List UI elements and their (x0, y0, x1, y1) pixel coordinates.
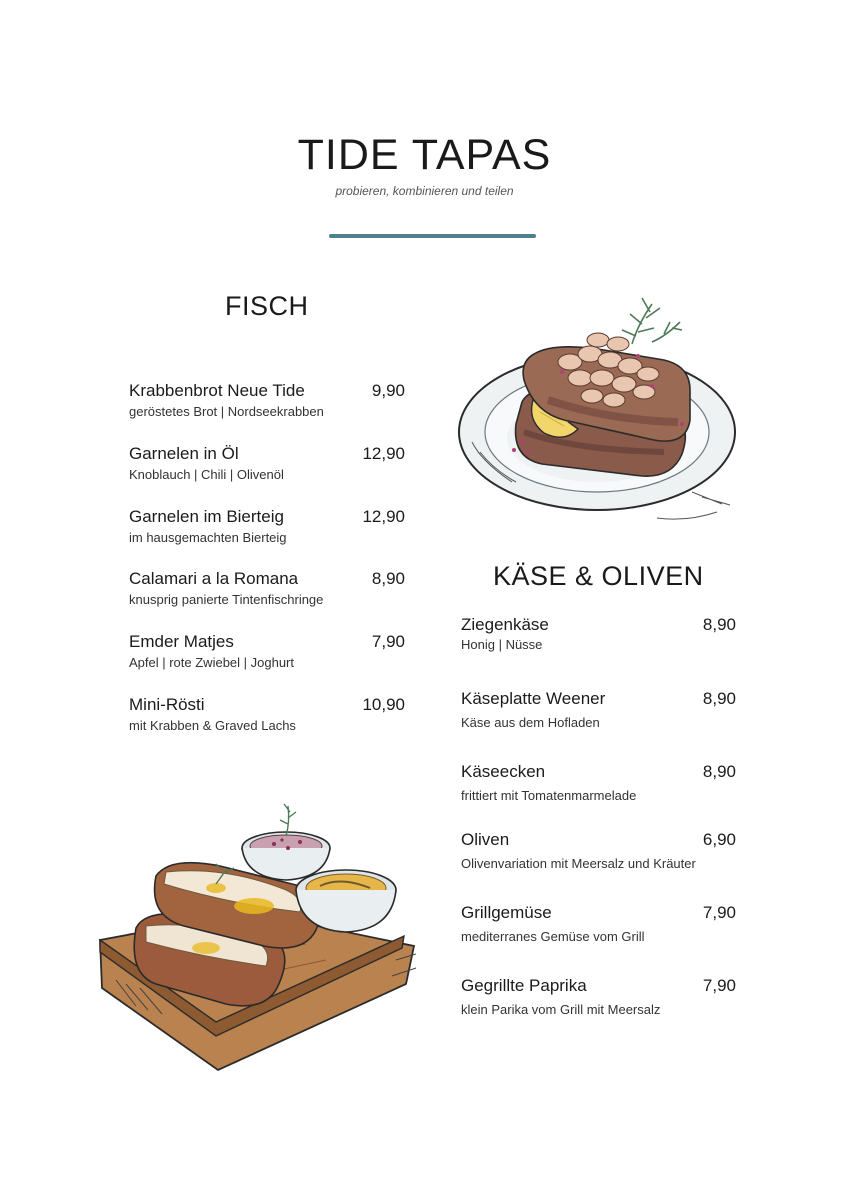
item-price: 7,90 (702, 976, 736, 995)
item-name: Garnelen im Bierteig (129, 507, 284, 526)
menu-item (129, 381, 405, 425)
menu-item (461, 830, 736, 874)
item-name: Ziegenkäse (461, 615, 549, 634)
item-price: 7,90 (371, 632, 405, 651)
item-name: Grillgemüse (461, 903, 552, 922)
item-name: Käseplatte Weener (461, 689, 606, 708)
menu-title: TIDE TAPAS (297, 131, 552, 179)
item-description: geröstetes Brot | Nordseekrabben (129, 404, 324, 419)
menu-item (461, 615, 736, 659)
item-price: 12,90 (362, 444, 405, 463)
item-name: Gegrillte Paprika (461, 976, 587, 995)
item-price: 8,90 (371, 569, 405, 588)
item-name: Käseecken (461, 762, 546, 781)
item-name: Garnelen in Öl (129, 444, 239, 463)
item-description: Apfel | rote Zwiebel | Joghurt (129, 655, 295, 670)
menu-item (461, 903, 736, 947)
item-name: Mini-Rösti (129, 695, 205, 714)
item-price: 12,90 (362, 507, 405, 526)
shrimp-toast-plate-illustration (452, 292, 752, 542)
item-description: im hausgemachten Bierteig (129, 530, 287, 545)
item-description: mit Krabben & Graved Lachs (129, 718, 296, 733)
item-description: Honig | Nüsse (461, 637, 543, 652)
item-price: 6,90 (702, 830, 736, 849)
bread-board-with-dips-illustration (96, 800, 426, 1080)
menu-item (129, 632, 405, 676)
item-description: Knoblauch | Chili | Olivenöl (129, 467, 284, 482)
item-description: knusprig panierte Tintenfischringe (129, 592, 324, 607)
menu-item (461, 689, 736, 733)
item-name: Emder Matjes (129, 632, 234, 651)
menu-item (461, 976, 736, 1020)
item-name: Krabbenbrot Neue Tide (129, 381, 305, 400)
section-title-kaese-oliven: KÄSE & OLIVEN (493, 561, 704, 591)
section-title-fisch: FISCH (225, 291, 309, 321)
item-name: Calamari a la Romana (129, 569, 299, 588)
item-description: frittiert mit Tomatenmarmelade (461, 788, 637, 803)
item-description: Käse aus dem Hofladen (461, 715, 600, 730)
menu-item (129, 444, 405, 488)
item-price: 8,90 (702, 689, 736, 708)
menu-subtitle: probieren, kombinieren und teilen (335, 184, 514, 198)
item-price: 10,90 (362, 695, 405, 714)
menu-item (129, 507, 405, 551)
item-description: klein Parika vom Grill mit Meersalz (461, 1002, 661, 1017)
item-description: Olivenvariation mit Meersalz und Kräuter (461, 856, 696, 871)
item-name: Oliven (461, 830, 510, 849)
menu-item (129, 695, 405, 739)
item-price: 9,90 (371, 381, 405, 400)
item-price: 7,90 (702, 903, 736, 922)
menu-item (129, 569, 405, 613)
item-description: mediterranes Gemüse vom Grill (461, 929, 645, 944)
item-price: 8,90 (702, 762, 736, 781)
title-divider (329, 234, 536, 238)
item-price: 8,90 (702, 615, 736, 634)
menu-item (461, 762, 736, 806)
